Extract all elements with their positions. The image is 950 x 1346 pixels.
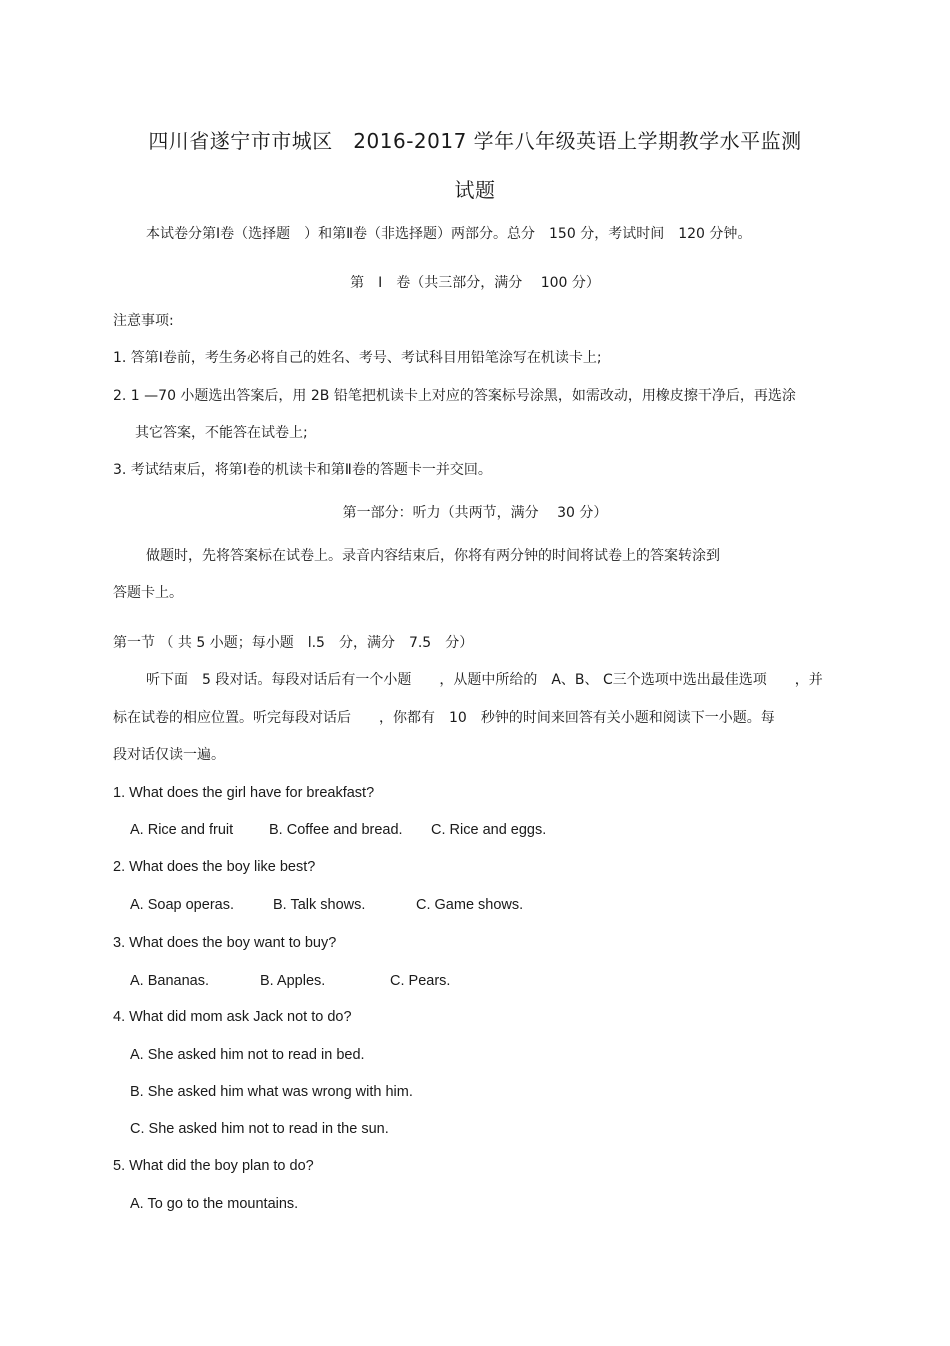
question-2-stem: 2. What does the boy like best? <box>113 859 316 875</box>
question-4-option-b: B. She asked him what was wrong with him. <box>130 1084 413 1100</box>
question-5-option-a: A. To go to the mountains. <box>130 1196 299 1212</box>
question-1-option-b: B. Coffee and bread. <box>269 822 403 838</box>
question-3-option-c: C. Pears. <box>390 973 451 989</box>
section1-instr-line2: 标在试卷的相应位置。听完每段对话后 ，你都有 10 秒钟的时间来回答有关小题和阅读下一小题。每 <box>113 710 775 726</box>
part1-heading: 第 Ⅰ 卷（共三部分，满分 100 分） <box>350 275 600 291</box>
question-4-option-c: C. She asked him not to read in the sun. <box>130 1121 389 1137</box>
listening-instr-line2: 答题卡上。 <box>113 585 183 601</box>
note-item-1: 1. 答第Ⅰ卷前，考生务必将自己的姓名、考号、考试科目用铅笔涂写在机读卡上; <box>113 350 602 366</box>
question-1-option-a: A. Rice and fruit <box>130 822 234 838</box>
listening-instr-line1: 做题时，先将答案标在试卷上。录音内容结束后，你将有两分钟的时间将试卷上的答案转涂到 <box>146 548 720 564</box>
question-4-stem: 4. What did mom ask Jack not to do? <box>113 1009 352 1025</box>
question-4-option-a: A. She asked him not to read in bed. <box>130 1047 365 1063</box>
question-3-option-b: B. Apples. <box>260 973 326 989</box>
question-3-option-a: A. Bananas. <box>130 973 209 989</box>
exam-intro: 本试卷分第Ⅰ卷（选择题 ）和第Ⅱ卷（非选择题）两部分。总分 150 分，考试时间 120 分钟。 <box>146 226 752 242</box>
note-item-2-line1: 2. 1 —70 小题选出答案后，用 2B 铅笔把机读卡上对应的答案标号涂黑，如需改动，用橡皮擦干净后，再选涂 <box>113 388 796 404</box>
section1-instr-line1: 听下面 5 段对话。每段对话后有一个小题 ，从题中所给的 A、B、 C三个选项中选出最佳选项 ，并 <box>146 672 823 688</box>
notes-heading: 注意事项: <box>113 313 174 329</box>
question-3-stem: 3. What does the boy want to buy? <box>113 935 337 951</box>
question-1-option-c: C. Rice and eggs. <box>431 822 547 838</box>
exam-title-line2: 试题 <box>454 178 496 202</box>
question-2-option-a: A. Soap operas. <box>130 897 234 913</box>
section1-heading: 第一节 （ 共 5 小题；每小题 l.5 分，满分 7.5 分） <box>113 635 474 651</box>
question-5-stem: 5. What did the boy plan to do? <box>113 1158 314 1174</box>
question-2-option-b: B. Talk shows. <box>273 897 366 913</box>
exam-title-line1: 四川省遂宁市市城区 2016-2017 学年八年级英语上学期教学水平监测 <box>148 129 802 153</box>
note-item-2-line2: 其它答案，不能答在试卷上; <box>135 425 308 441</box>
note-item-3: 3. 考试结束后，将第Ⅰ卷的机读卡和第Ⅱ卷的答题卡一并交回。 <box>113 462 492 478</box>
section1-instr-line3: 段对话仅读一遍。 <box>113 747 225 763</box>
question-1-stem: 1. What does the girl have for breakfast? <box>113 785 375 801</box>
question-2-option-c: C. Game shows. <box>416 897 524 913</box>
listening-heading: 第一部分：听力（共两节，满分 30 分） <box>342 505 608 521</box>
